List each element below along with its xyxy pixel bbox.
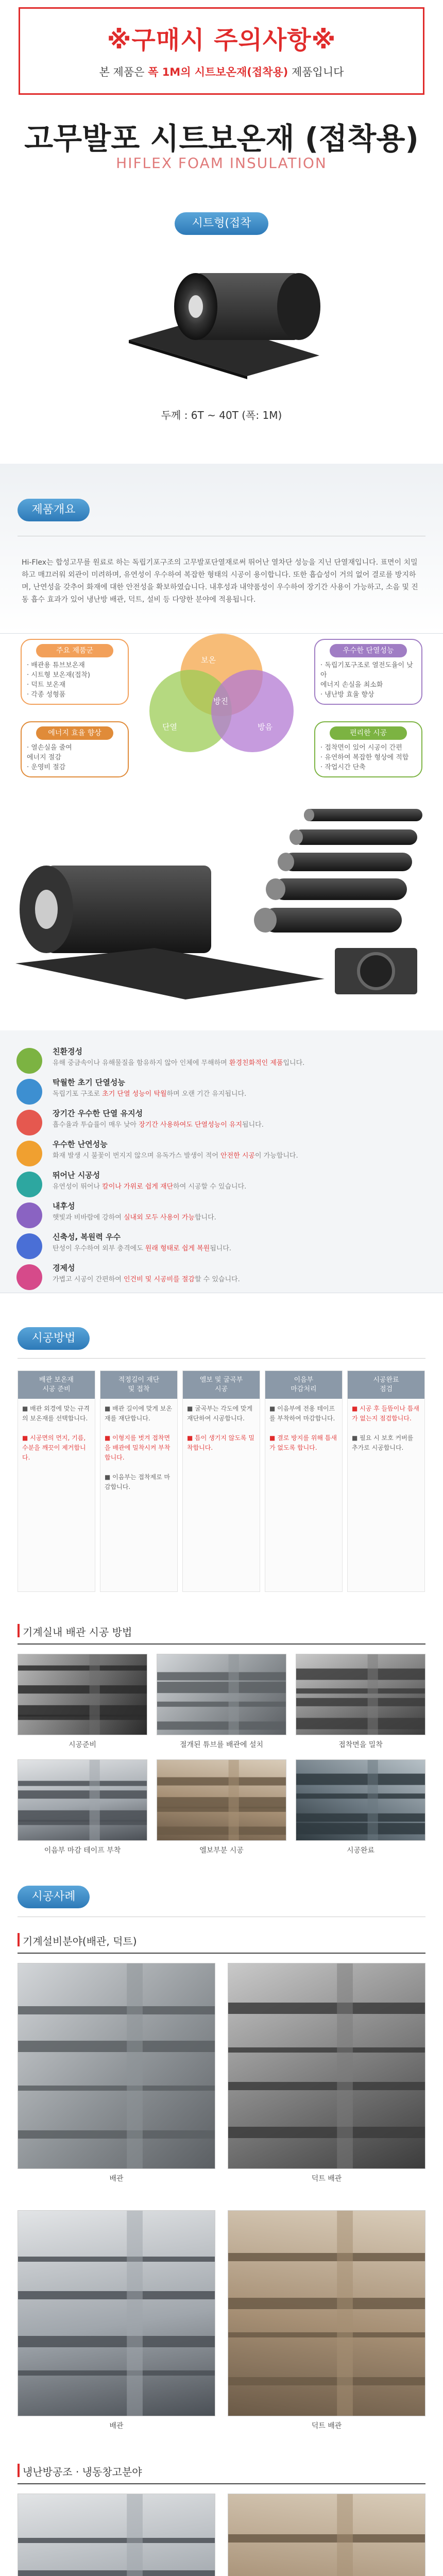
case-photo-hvac [18, 2494, 215, 2576]
photo-caption: 시공준비 [68, 1741, 97, 1749]
sheet-size: 두께 : 6T ~ 40T (폭: 1M) [161, 409, 282, 421]
method-photo-header: 기계실내 배관 시공 방법 [18, 1618, 425, 1645]
overview-description: Hi-Flex는 합성고무를 원료로 하는 독립기포구조의 고무발포단열재로써 뛰어난 열차단 성능을 지닌 단열재입니다. 표면이 치밀하고 매끄러워 외관이 미려하며, 유연성이 우수하여 복잡한 형태의 시공이 용이합니다. 또한 흡습성이 거의 없어 결로를 방지하며, 난연성을 갖추어 화재에 대한 안전성을 확보하였습니다. 내후성과 내약품성이 우수하여 장기간 사용이 가능하고, 소음 및 진동 흡수 효과가 있어 냉난방 배관, 덕트, 설비 등 다양한 분야에 적용됩니다. [22, 558, 418, 604]
method-photo [296, 1654, 425, 1735]
divider [18, 1358, 425, 1359]
method-step: 이음부 마감처리 ■ 이음부에 전용 테이프를 부착하여 마감합니다. ■ 결로 방지를 위해 틈새가 없도록 합니다. [265, 1370, 343, 1592]
method-step: 시공완료 점검 ■ 시공 후 들뜸이나 틈새가 없는지 점검합니다. ■ 필요 시 보호 커버를 추가로 시공합니다. [347, 1370, 425, 1592]
notice-text: 본 제품은 폭 1M의 시트보온재(접착용) 제품입니다 [99, 66, 344, 78]
case-photo-mechanical [18, 2210, 215, 2416]
flame-icon [16, 1141, 42, 1166]
product-detail-page: ※구매시 주의사항※ 본 제품은 폭 1M의 시트보온재(접착용) 제품입니다 고무발포 시트보온재 (접착용) HIFLEX FOAM INSULATION 시트형(접착용) 두께 : 6T ~ 40T (폭: 1M) 제품개요 Hi-Flex는 합성고무를 원료로 하는 독립기포구조의 고무발포단열재로써 뛰어난 열차단 성능을 지닌 단열재입니다. 표면이 치밀하고 매끄러워 외관이 미려하며, 유연성이 우수하여 복잡한 형태의 시공이 용이합니다. 또한 흡습성이 거의 없어 결로를 방지하며, 난연성을 갖추어 화재에 대한 안전성을 확보하였습니다. 내후성과 내약품성이 우수하여 장기간 사용이 가능하고, 소음 및 진동 흡수 효과가 있어 냉난방 배관, 덕트, 설비 등 다양한 분야에 적용됩니다. 보온 단열 방음 방진 결로 주요 제품군 · 배관용 튜브보온재 · 시트형 보온재(접착) · 덕트 보온재 · 각종 성형품 우수한 단열성능 · 독립기포구조로 열전도율이 낮아 에너지 손실을 최소화 · 냉난방 효율 향상 에너지 효율 향상 · 열손실을 줄여 에너지 절감 · 운영비 절감 편리한 시공 · 접착면이 있어 시공이 간편 · 유연하여 복잡한 형상에 적합 · 작업시간 단축 친환경성 유해 중금속이나 유해물질을 함유하지 않아 인체에 무해하며 환경친화적인 제품입니다. 탁월한 초기 단열성능 독립기포 구조로 초기 단열 성능이 탁월하며 오랜 기간 유지됩니다. 장기간 우수한 단열 유지성 흡수율과 투습률이 매우 낮아 장기간 사용하여도 단열성능이 유지됩니다. 우수한 난연성능 화재 발생 시 불꽃이 번지지 않으며 유독가스 발생이 적어 안전한 시공이 가능합니다. 뛰어난 시공성 유연성이 뛰어나 칼이나 가위로 쉽게 재단하여 시공할 수 있습니다. 내후성 햇빛과 비바람에 강하여 실내외 모두 사용이 가능합니다. 신축성, 복원력 우수 탄성이 우수하여 외부 충격에도 원래 형태로 쉽게 복원됩니다. 경제성 가볍고 시공이 간편하여 인건비 및 시공비를 절감할 수 있습니다. 시공방법 배관 보온재 시공 준비 ■ 배관 외경에 맞는 규격의 보온재를 선택합니다. ■ 시공면의 먼지, 기름, 수분을 깨끗이 제거합니다. 적정길이 재단 및 접착 ■ 배관 길이에 맞게 보온재를 재단합니다. ■ 이형지를 벗겨 접착면을 배관에 밀착시켜 부착합니다. ■ 이음부는 접착제로 마감합니다. 엘보 및 굴곡부 시공 ■ 굴곡부는 각도에 맞게 재단하여 시공합니다. ■ 틈이 생기지 않도록 밀착합니다. 이음부 마감처리 ■ 이음부에 전용 테이프를 부착하여 마감합니다. ■ 결로 방지를 위해 틈새가 없도록 합니다. 시공완료 점검 ■ 시공 후 들뜸이나 틈새가 없는지 점검합니다. ■ 필요 시 보호 커버를 추가로 시공합니다. 기계실내 배관 시공 방법 시공사례 기계설비분야(배관, 덕트) 냉난방공조 · 냉동창고분야 시공준비 절개된 튜브를 배관에 설치 접착면을 밀착 이음부 마감 테이프 부착 엘보부분 시공 시공완료 배관 덕트 배관 배관 덕트 배관 [0, 0, 443, 2576]
purchase-notice [19, 7, 424, 95]
photo-caption: 시공완료 [346, 1846, 375, 1855]
venn-label-5: 결로 [214, 745, 229, 755]
photo-caption: 접착면을 밀착 [338, 1741, 383, 1749]
photo-caption: 배관 [109, 2175, 124, 2183]
method-step: 적정길이 재단 및 접착 ■ 배관 길이에 맞게 보온재를 재단합니다. ■ 이형지를 벗겨 접착면을 배관에 밀착시켜 부착합니다. ■ 이음부는 접착제로 마감합니다. [100, 1370, 178, 1592]
venn-box-1: 주요 제품군 · 배관용 튜브보온재 · 시트형 보온재(접착) · 덕트 보온재 · 각종 성형품 [21, 639, 129, 705]
sun-icon [16, 1202, 42, 1228]
spring-icon [16, 1233, 42, 1259]
photo-caption: 덕트 배관 [311, 2422, 342, 2430]
cases-header-mechanical: 기계설비분야(배관, 덕트) [18, 1927, 425, 1954]
cases-header-hvac: 냉난방공조 · 냉동창고분야 [18, 2458, 425, 2484]
case-photo-mechanical [228, 2210, 425, 2416]
photo-caption: 절개된 튜브를 배관에 설치 [179, 1741, 264, 1749]
case-photo-hvac [228, 2494, 425, 2576]
venn-box-4: 편리한 시공 · 접착면이 있어 시공이 간편 · 유연하여 복잡한 형상에 적합 · 작업시간 단축 [314, 721, 422, 777]
product-title: 고무발포 시트보온재 (접착용) [24, 121, 419, 156]
method-photo [157, 1759, 286, 1841]
case-photo-mechanical [18, 1963, 215, 2169]
photo-caption: 엘보부분 시공 [199, 1846, 244, 1855]
method-photo [18, 1654, 147, 1735]
case-photo-mechanical [228, 1963, 425, 2169]
thermometer-icon [16, 1079, 42, 1105]
method-step: 엘보 및 굴곡부 시공 ■ 굴곡부는 각도에 맞게 재단하여 시공합니다. ■ 틈이 생기지 않도록 밀착합니다. [182, 1370, 260, 1592]
clock-icon [16, 1110, 42, 1136]
notice-title: ※구매시 주의사항※ [107, 26, 336, 55]
photo-caption: 이음부 마감 테이프 부착 [44, 1846, 121, 1855]
product-lineup-image [15, 793, 428, 1010]
venn-label-4: 방진 [213, 697, 228, 706]
method-step: 배관 보온재 시공 준비 ■ 배관 외경에 맞는 규격의 보온재를 선택합니다. ■ 시공면의 먼지, 기름, 수분을 깨끗이 제거합니다. [18, 1370, 95, 1592]
overview-header: 제품개요 [18, 499, 90, 521]
cases-header: 시공사례 [18, 1886, 90, 1908]
sheet-type-pill: 시트형(접착용) [175, 212, 268, 235]
method-photo [296, 1759, 425, 1841]
method-photo [157, 1654, 286, 1735]
photo-caption: 배관 [109, 2422, 124, 2430]
photo-caption: 덕트 배관 [311, 2175, 342, 2183]
sheet-roll-image [118, 252, 325, 397]
venn-box-3: 에너지 효율 향상 · 열손실을 줄여 에너지 절감 · 운영비 절감 [21, 721, 129, 777]
venn-label-3: 방음 [258, 722, 272, 732]
coin-icon [16, 1264, 42, 1290]
method-photo [18, 1759, 147, 1841]
venn-label-1: 보온 [201, 655, 216, 665]
product-subtitle: HIFLEX FOAM INSULATION [116, 155, 327, 172]
eco-icon [16, 1048, 42, 1074]
venn-box-2: 우수한 단열성능 · 독립기포구조로 열전도율이 낮아 에너지 손실을 최소화 · 냉난방 효율 향상 [314, 639, 422, 705]
overview-section [0, 464, 443, 634]
method-header: 시공방법 [18, 1327, 90, 1350]
venn-label-2: 단열 [162, 722, 177, 732]
scissors-icon [16, 1172, 42, 1197]
